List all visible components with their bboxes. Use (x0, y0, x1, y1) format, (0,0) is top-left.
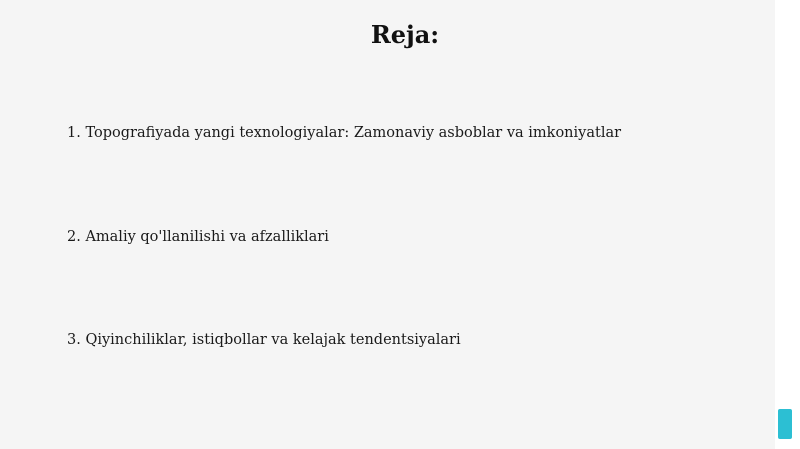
plan-item-1: 1. Topografiyada yangi texnologiyalar: Zamonaviy asboblar va imkoniyatlar (67, 125, 622, 141)
slide-title: Reja: (370, 20, 440, 49)
scrollbar-track[interactable] (775, 0, 800, 449)
plan-item-2: 2. Amaliy qo'llanilishi va afzalliklari (67, 229, 329, 245)
scrollbar-thumb[interactable] (778, 409, 792, 439)
plan-item-3: 3. Qiyinchiliklar, istiqbollar va kelajak tendentsiyalari (67, 332, 461, 348)
